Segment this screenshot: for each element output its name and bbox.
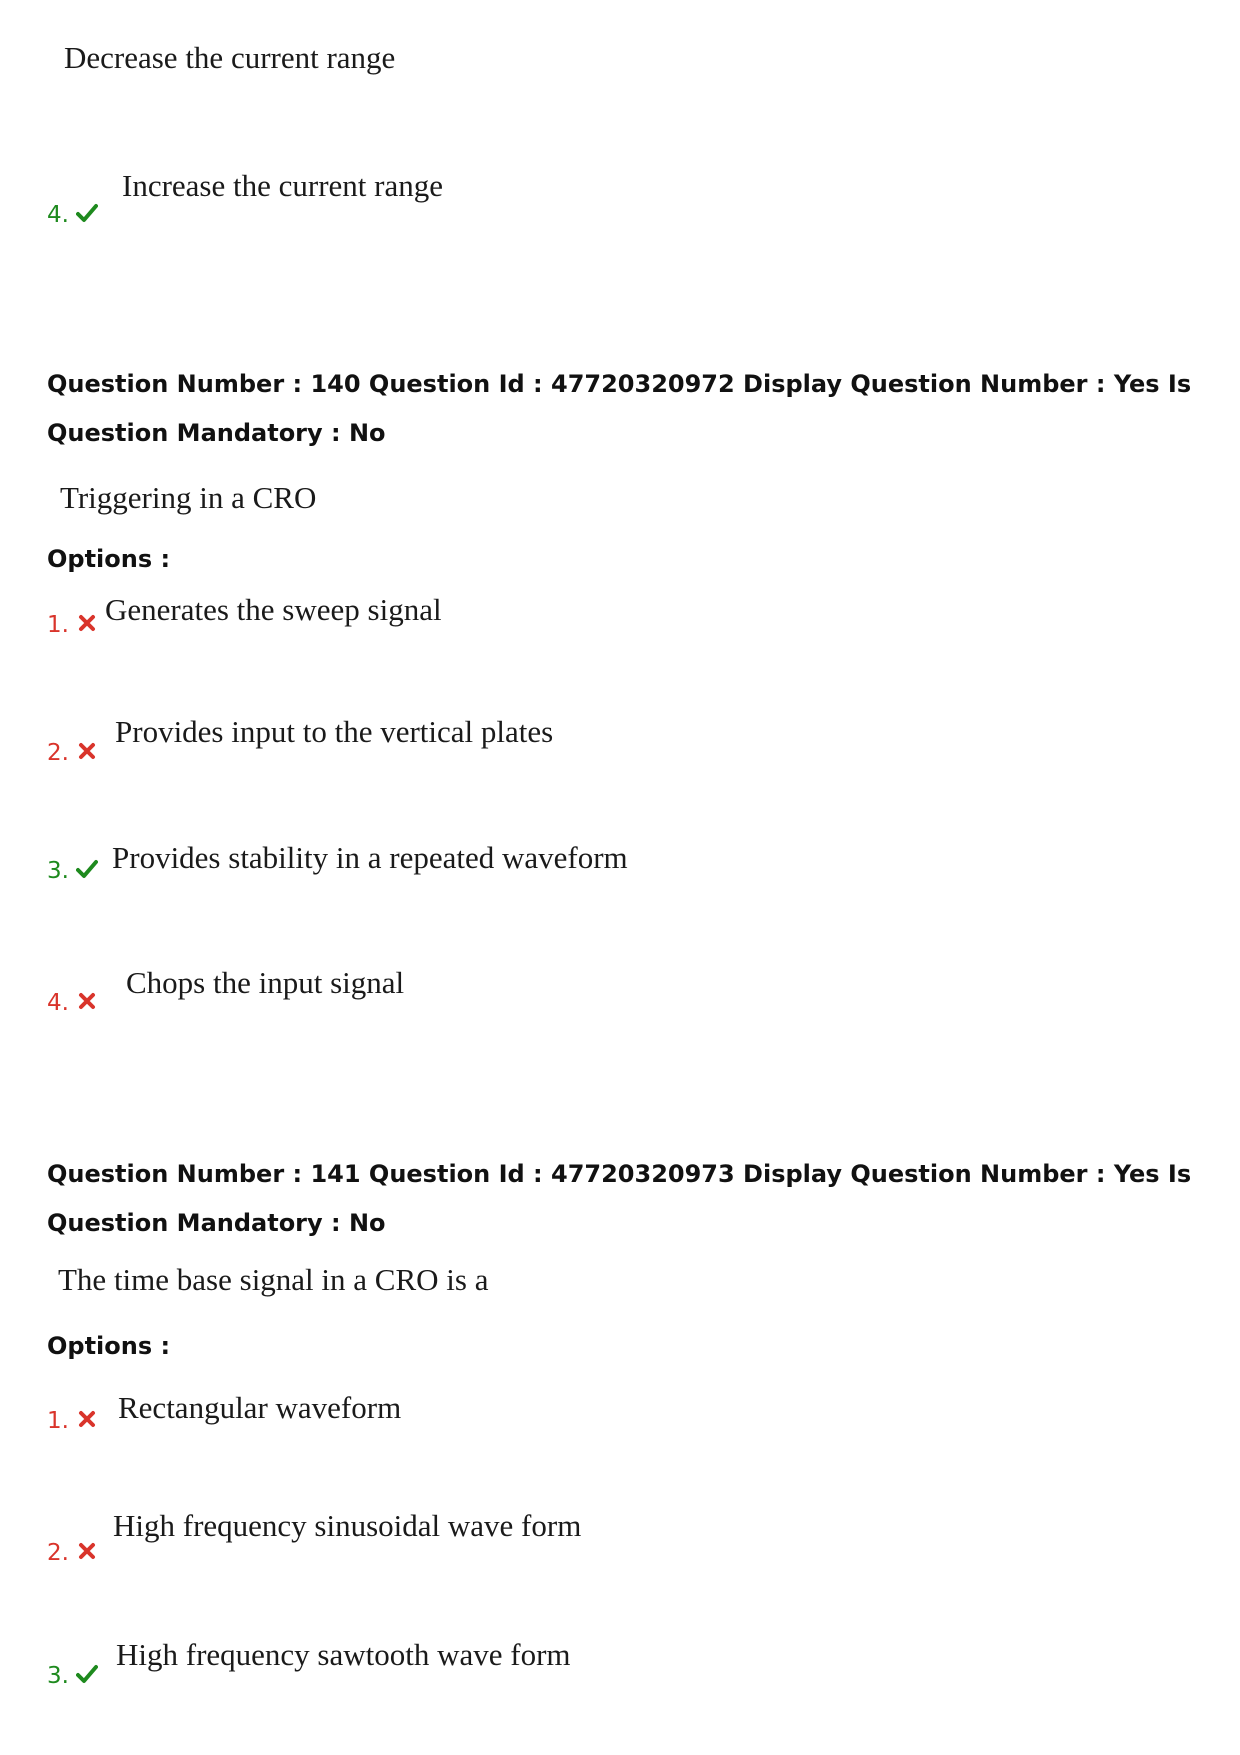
option-text: Chops the input signal	[126, 965, 405, 1000]
option-number: 4.	[47, 990, 69, 1016]
question-stem: Triggering in a CRO	[60, 480, 317, 515]
cross-icon	[76, 612, 98, 634]
option-text: Generates the sweep signal	[105, 592, 442, 627]
option-number: 4.	[47, 202, 69, 228]
option-number: 3.	[47, 1663, 69, 1689]
previous-option-text: Decrease the current range	[64, 40, 396, 75]
option-number: 2.	[47, 1540, 69, 1566]
option-number: 2.	[47, 740, 69, 766]
cross-icon	[76, 990, 98, 1012]
option-text: High frequency sinusoidal wave form	[113, 1508, 582, 1543]
option-text: High frequency sawtooth wave form	[116, 1637, 571, 1672]
cross-icon	[76, 1540, 98, 1562]
cross-icon	[76, 740, 98, 762]
check-icon	[76, 1663, 98, 1685]
option-number: 3.	[47, 858, 69, 884]
options-label: Options :	[47, 545, 171, 573]
question-header: Question Number : 140 Question Id : 47720320972 Display Question Number : Yes Is Question Mandatory : No	[47, 370, 1192, 447]
option-text: Increase the current range	[122, 168, 443, 203]
option-number: 1.	[47, 1408, 69, 1434]
cross-icon	[76, 1408, 98, 1430]
question-header: Question Number : 141 Question Id : 47720320973 Display Question Number : Yes Is Question Mandatory : No	[47, 1160, 1192, 1237]
option-text: Provides stability in a repeated waveform	[112, 840, 628, 875]
option-number: 1.	[47, 612, 69, 638]
check-icon	[76, 202, 98, 224]
option-text: Rectangular waveform	[118, 1390, 402, 1425]
question-stem: The time base signal in a CRO is a	[58, 1262, 489, 1297]
option-text: Provides input to the vertical plates	[115, 714, 554, 749]
check-icon	[76, 858, 98, 880]
options-label: Options :	[47, 1332, 171, 1360]
